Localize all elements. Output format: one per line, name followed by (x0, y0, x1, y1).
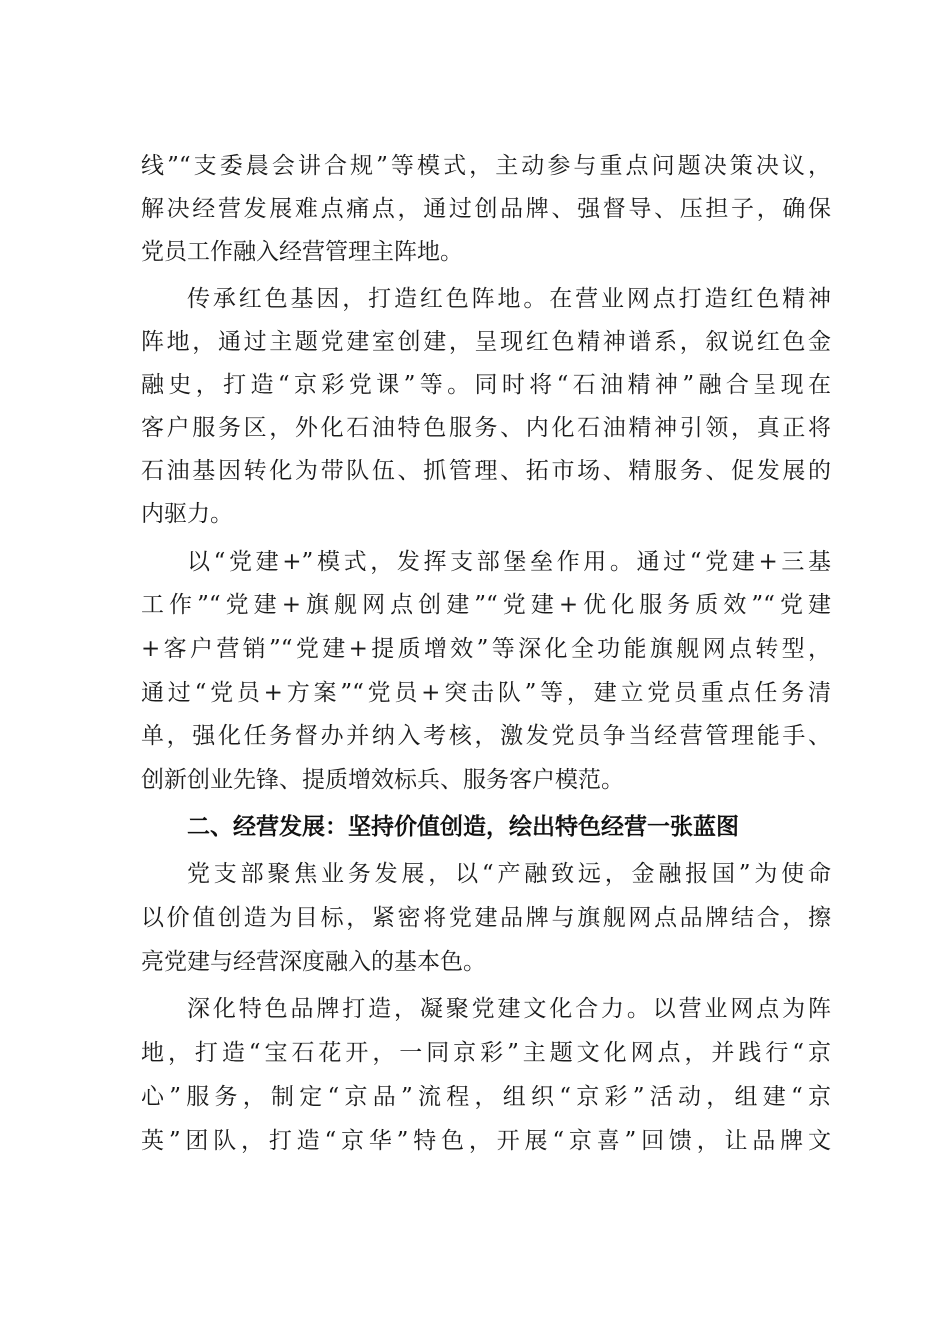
paragraph-5-line-1: 深化特色品牌打造，凝聚党建文化合力。以营业网点为阵 (187, 996, 831, 1022)
paragraph-4-line-3: 亮党建与经营深度融入的基本色。 (141, 949, 486, 975)
paragraph-3-line-1: 以“党建+”模式，发挥支部堡垒作用。通过“党建+三基 (187, 549, 831, 575)
paragraph-1-line-3: 党员工作融入经营管理主阵地。 (141, 239, 463, 265)
paragraph-1-line-2: 解决经营发展难点痛点，通过创品牌、强督导、压担子，确保 (141, 196, 831, 222)
paragraph-3-line-2: 工作”“党建+旗舰网点创建”“党建+优化服务质效”“党建 (141, 592, 831, 618)
paragraph-5-line-4: 英”团队，打造“京华”特色，开展“京喜”回馈，让品牌文 (141, 1128, 831, 1154)
paragraph-3-line-6: 创新创业先锋、提质增效标兵、服务客户模范。 (141, 767, 624, 793)
paragraph-3-line-4: 通过“党员+方案”“党员+突击队”等，建立党员重点任务清 (141, 680, 831, 706)
paragraph-5-line-3: 心”服务，制定“京品”流程，组织“京彩”活动，组建“京 (141, 1084, 831, 1110)
paragraph-5-line-2: 地，打造“宝石花开，一同京彩”主题文化网点，并践行“京 (141, 1040, 831, 1066)
paragraph-1-line-1: 线”“支委晨会讲合规”等模式，主动参与重点问题决策决议， (141, 153, 831, 179)
paragraph-2-line-4: 客户服务区，外化石油特色服务、内化石油精神引领，真正将 (141, 415, 831, 441)
paragraph-4-line-2: 以价值创造为目标，紧密将党建品牌与旗舰网点品牌结合，擦 (141, 905, 831, 931)
paragraph-3-line-5: 单，强化任务督办并纳入考核，激发党员争当经营管理能手、 (141, 723, 831, 749)
paragraph-2-line-6: 内驱力。 (141, 501, 233, 527)
paragraph-2-line-5: 石油基因转化为带队伍、抓管理、拓市场、精服务、促发展的 (141, 458, 831, 484)
paragraph-2-line-3: 融史，打造“京彩党课”等。同时将“石油精神”融合呈现在 (141, 372, 831, 398)
paragraph-2-line-2: 阵地，通过主题党建室创建，呈现红色精神谱系，叙说红色金 (141, 329, 831, 355)
section-heading: 二、经营发展：坚持价值创造，绘出特色经营一张蓝图 (187, 814, 739, 840)
paragraph-2-line-1: 传承红色基因，打造红色阵地。在营业网点打造红色精神 (187, 286, 831, 312)
paragraph-4-line-1: 党支部聚焦业务发展，以“产融致远，金融报国”为使命 (187, 861, 831, 887)
paragraph-3-line-3: +客户营销”“党建+提质增效”等深化全功能旗舰网点转型， (141, 636, 831, 662)
